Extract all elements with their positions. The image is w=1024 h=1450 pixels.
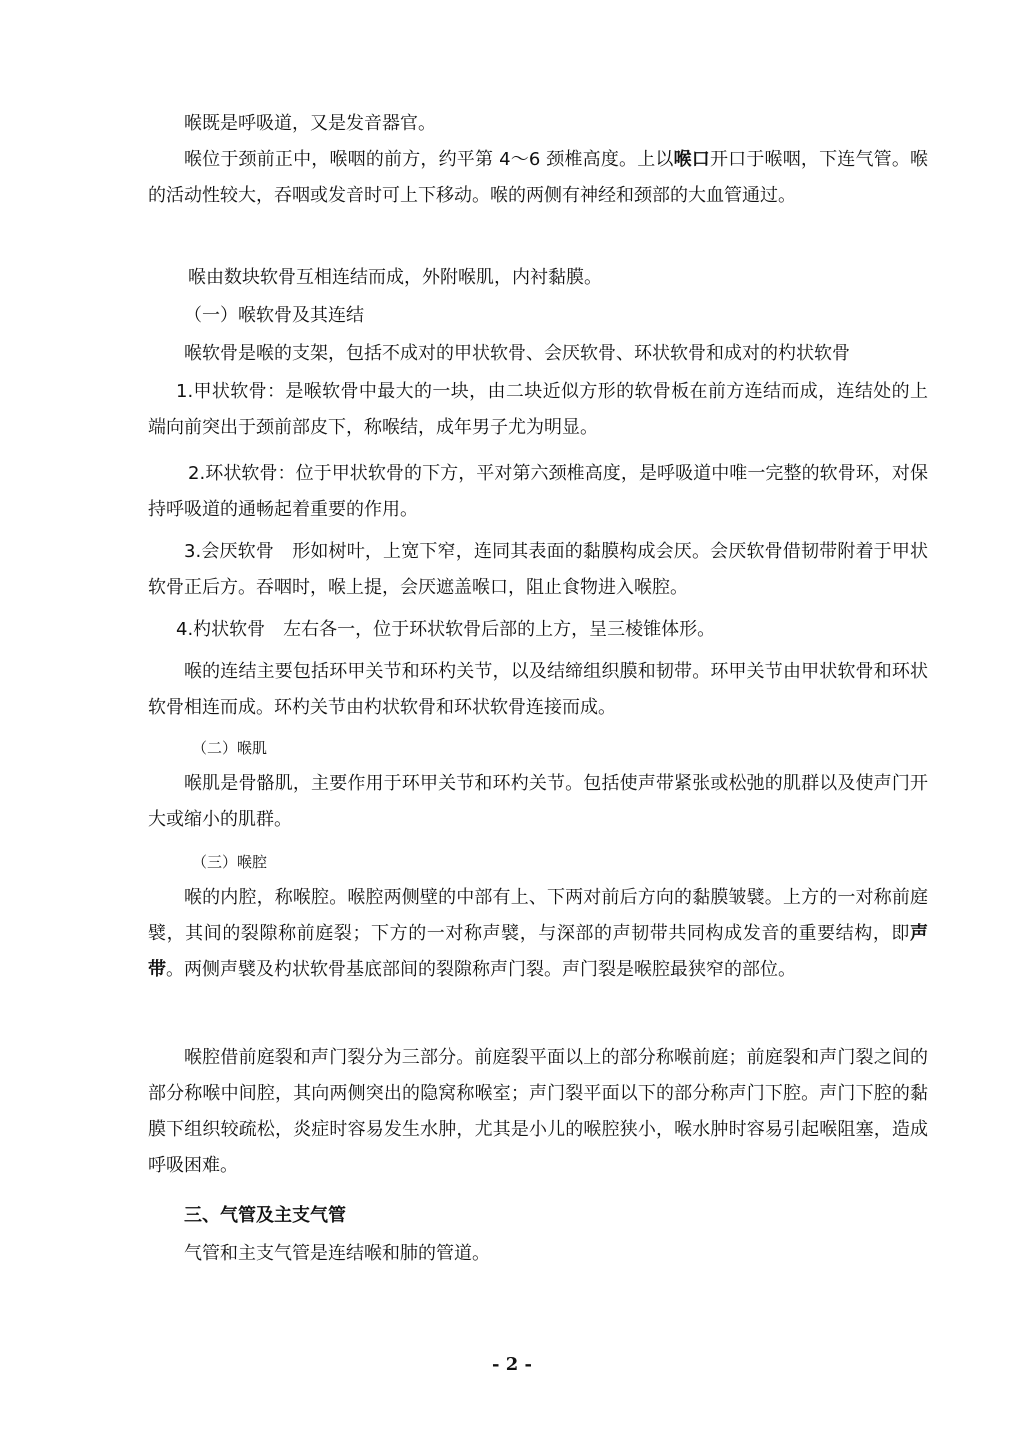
paragraph-cavity bbox=[148, 880, 928, 988]
bold-term-laryngeal-inlet: 喉口 bbox=[673, 149, 710, 170]
section-heading-cartilages: （一）喉软骨及其连结 bbox=[184, 305, 364, 326]
text-segment: 。两侧声襞及杓状软骨基底部间的裂隙称声门裂。声门裂是喉腔最狭窄的部位。 bbox=[166, 959, 796, 980]
paragraph-joints: 喉的连结主要包括环甲关节和环杓关节，以及结缔组织膜和韧带。环甲关节由甲状软骨和环状软骨相连而成。环杓关节由杓状软骨和环状软骨连接而成。 bbox=[148, 661, 928, 718]
paragraph-larynx-position bbox=[148, 142, 928, 214]
paragraph-cricoid-cartilage: 2.环状软骨：位于甲状软骨的下方，平对第六颈椎高度，是呼吸道中唯一完整的软骨环，对保持呼吸道的通畅起着重要的作用。 bbox=[148, 463, 928, 520]
bold-term-vocal-cord: 声带 bbox=[148, 923, 928, 980]
paragraph-trachea: 气管和主支气管是连结喉和肺的管道。 bbox=[184, 1243, 490, 1264]
paragraph-larynx-intro: 喉既是呼吸道，又是发音器官。 bbox=[184, 113, 436, 134]
text-segment: 喉的内腔，称喉腔。喉腔两侧壁的中部有上、下两对前后方向的黏膜皱襞。上方的一对称前庭襞，其间的裂隙称前庭裂；下方的一对称声襞，与深部的声韧带共同构成发音的重要结构，即 bbox=[148, 887, 928, 944]
paragraph-cartilage-overview: 喉软骨是喉的支架，包括不成对的甲状软骨、会厌软骨、环状软骨和成对的杓状软骨 bbox=[184, 343, 850, 364]
paragraph-epiglottic-cartilage: 3.会厌软骨 形如树叶，上宽下窄，连同其表面的黏膜构成会厌。会厌软骨借韧带附着于甲状软骨正后方。吞咽时，喉上提，会厌遮盖喉口，阻止食物进入喉腔。 bbox=[148, 541, 928, 598]
section-heading-muscles: （二）喉肌 bbox=[192, 739, 268, 757]
text-segment: 开口于喉咽，下连气管。喉的活动性较大，吞咽或发音时可上下移动。喉的两侧有神经和颈部的大血管通过。 bbox=[148, 149, 929, 206]
page-number: - 2 - bbox=[492, 1354, 532, 1375]
paragraph-arytenoid-cartilage: 4.杓状软骨 左右各一，位于环状软骨后部的上方，呈三棱锥体形。 bbox=[176, 619, 716, 640]
text-segment: 喉位于颈前正中，喉咽的前方，约平第 4～6 颈椎高度。上以 bbox=[184, 149, 674, 170]
section-heading-cavity: （三）喉腔 bbox=[192, 853, 268, 871]
paragraph-larynx-structure: 喉由数块软骨互相连结而成，外附喉肌，内衬黏膜。 bbox=[188, 267, 602, 288]
paragraph-cavity-parts: 喉腔借前庭裂和声门裂分为三部分。前庭裂平面以上的部分称喉前庭；前庭裂和声门裂之间的部分称喉中间腔，其向两侧突出的隐窝称喉室；声门裂平面以下的部分称声门下腔。声门下腔的黏膜下组织较疏松，炎症时容易发生水肿，尤其是小儿的喉腔狭小，喉水肿时容易引起喉阻塞，造成呼吸困难。 bbox=[148, 1047, 928, 1176]
paragraph-thyroid-cartilage: 1.甲状软骨：是喉软骨中最大的一块，由二块近似方形的软骨板在前方连结而成，连结处的上端向前突出于颈前部皮下，称喉结，成年男子尤为明显。 bbox=[148, 381, 928, 438]
section-heading-trachea: 三、气管及主支气管 bbox=[184, 1205, 346, 1226]
paragraph-muscles: 喉肌是骨骼肌，主要作用于环甲关节和环杓关节。包括使声带紧张或松弛的肌群以及使声门开大或缩小的肌群。 bbox=[148, 773, 928, 830]
